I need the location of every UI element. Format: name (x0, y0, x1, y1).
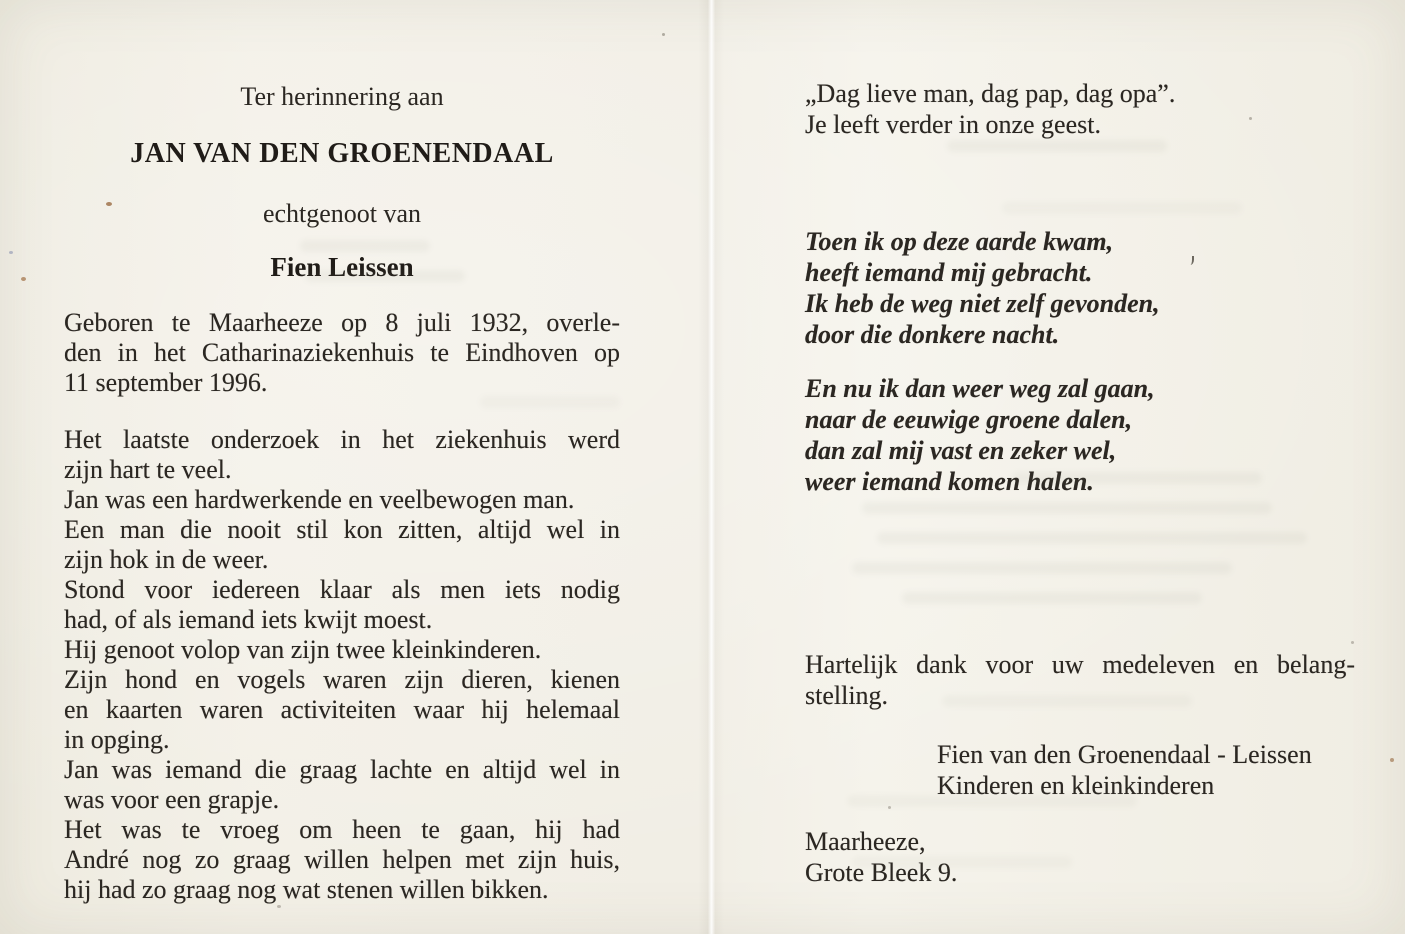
paper-speck (21, 277, 26, 281)
ghost-smudge (852, 562, 1232, 574)
body-line: Jan was een hardwerkende en veelbewogen man. (64, 485, 575, 514)
ghost-smudge (942, 695, 1192, 707)
paper-speck (1390, 758, 1394, 762)
relation-label: echtgenoot van (262, 199, 422, 228)
dates-line: Geboren te Maarheeze op 8 juli 1932, overle- (64, 308, 620, 337)
thanks-line: stelling. (805, 681, 889, 710)
dates-line: 11 september 1996. (64, 368, 268, 397)
right-page (712, 0, 1405, 934)
body-line: Jan was iemand die graag lachte en altijd wel in (64, 755, 620, 784)
place-line: Maarheeze, (805, 827, 926, 856)
ghost-smudge (947, 140, 1167, 152)
ghost-smudge (877, 532, 1307, 544)
ghost-smudge (847, 795, 1137, 807)
ghost-smudge (852, 856, 1072, 868)
memorial-intro: Ter herinnering aan (240, 82, 444, 111)
ghost-smudge (862, 502, 1272, 514)
ghost-smudge (1002, 202, 1242, 214)
body-line: Stond voor iedereen klaar als men iets nodig (64, 575, 620, 604)
ghost-smudge (305, 270, 465, 282)
ghost-smudge (480, 396, 620, 408)
body-line: Een man die nooit stil kon zitten, altijd wel in (64, 515, 620, 544)
poem-line: weer iemand komen halen. (805, 467, 1094, 496)
dates-line: den in het Catharinaziekenhuis te Eindhoven op (64, 338, 620, 367)
body-line: was voor een grapje. (64, 785, 280, 814)
farewell-line: „Dag lieve man, dag pap, dag opa”. (805, 79, 1176, 108)
body-line: hij had zo graag nog wat stenen willen bikken. (64, 875, 549, 904)
paper-speck (1351, 641, 1354, 644)
left-page (0, 0, 700, 934)
thanks-line: Hartelijk dank voor uw medeleven en belang- (805, 650, 1355, 679)
body-line: André nog zo graag willen helpen met zijn huis, (64, 845, 620, 874)
signature-line: Kinderen en kleinkinderen (937, 771, 1215, 800)
body-line: zijn hok in de weer. (64, 545, 269, 574)
paper-speck (1249, 117, 1252, 120)
poem-line: door die donkere nacht. (805, 320, 1060, 349)
spouse-name: Fien Leissen (270, 252, 414, 282)
deceased-name: JAN VAN DEN GROENENDAAL (130, 138, 554, 169)
body-line: Zijn hond en vogels waren zijn dieren, kienen (64, 665, 620, 694)
poem-line: heeft iemand mij gebracht. (805, 258, 1093, 287)
poem-line: Ik heb de weg niet zelf gevonden, (805, 289, 1160, 318)
ghost-smudge (300, 240, 430, 252)
body-line: Het was te vroeg om heen te gaan, hij had (64, 815, 620, 844)
poem-line: naar de eeuwige groene dalen, (805, 405, 1133, 434)
signature-line: Fien van den Groenendaal - Leissen (937, 740, 1312, 769)
body-line: Het laatste onderzoek in het ziekenhuis werd (64, 425, 620, 454)
paper-speck (106, 202, 112, 206)
paper-speck (9, 251, 13, 254)
poem-line: Toen ik op deze aarde kwam, (805, 227, 1114, 256)
farewell-line: Je leeft verder in onze geest. (805, 110, 1101, 139)
body-line: en kaarten waren activiteiten waar hij helemaal (64, 695, 620, 724)
paper-speck (662, 33, 665, 36)
ghost-smudge (1012, 472, 1262, 484)
paper-speck (277, 905, 281, 908)
body-line: in opging. (64, 725, 170, 754)
poem-line: dan zal mij vast en zeker wel, (805, 436, 1117, 465)
paper-speck (888, 806, 891, 809)
body-line: zijn hart te veel. (64, 455, 232, 484)
paper-speck (196, 473, 199, 476)
place-line: Grote Bleek 9. (805, 858, 958, 887)
body-line: had, of als iemand iets kwijt moest. (64, 605, 433, 634)
poem-line: En nu ik dan weer weg zal gaan, (805, 374, 1155, 403)
ghost-smudge (902, 592, 1202, 604)
body-line: Hij genoot volop van zijn twee kleinkinderen. (64, 635, 542, 664)
